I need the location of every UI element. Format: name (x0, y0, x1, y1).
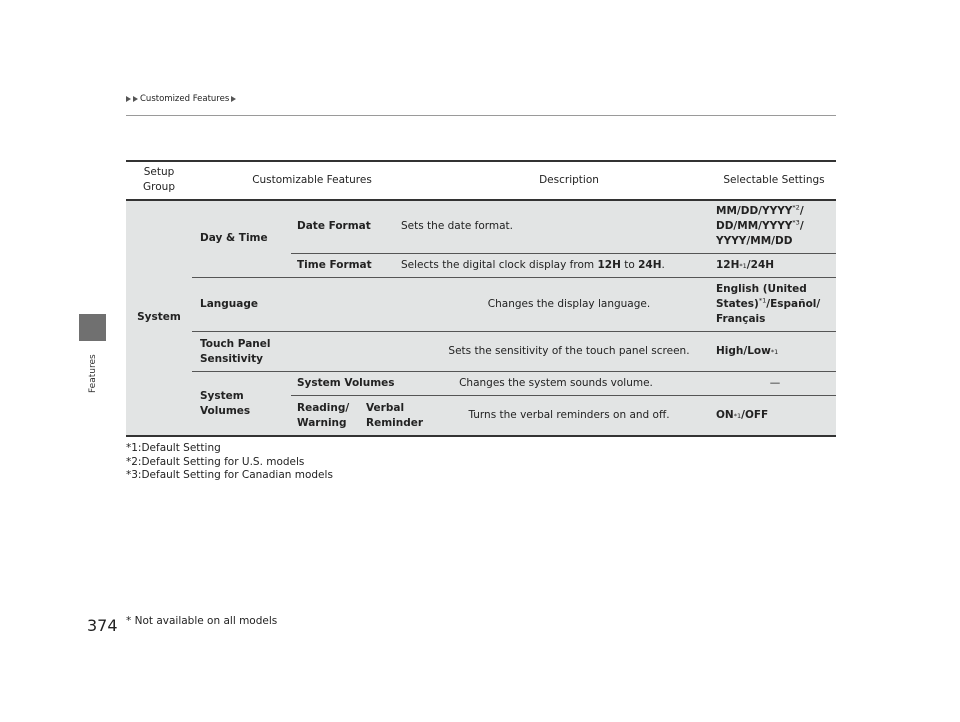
breadcrumb-arrow-icon (126, 96, 131, 102)
feature-system-volumes: System Volumes (200, 389, 251, 417)
time-format-description (401, 254, 711, 277)
option-separator: / (799, 220, 804, 232)
option-separator: / (799, 205, 804, 217)
touch-panel-description: Sets the sensitivity of the touch panel screen. (448, 345, 690, 357)
time-format-settings: 12H *1 / 24H (716, 259, 775, 271)
breadcrumb-arrow-icon (231, 96, 236, 102)
system-volumes-description: Changes the system sounds volume. (459, 377, 653, 389)
touch-option-high: High (716, 345, 744, 357)
language-option-espanol: Español (770, 298, 817, 310)
footnote-marker: *2 (792, 203, 800, 212)
option-separator: / (766, 298, 771, 310)
language-option-francais: Français (716, 313, 766, 325)
description-text: Selects the digital clock display from (401, 259, 598, 271)
note-default-setting: *1:Default Setting (126, 442, 221, 454)
subfeature-system-volumes: System Volumes (297, 377, 395, 389)
subfeature-time-format: Time Format (297, 259, 372, 271)
breadcrumb-arrow-icon (133, 96, 138, 102)
language-option-english: English (United States) (716, 283, 807, 310)
verbal-reminder-description: Turns the verbal reminders on and off. (468, 409, 670, 421)
group-system: System (137, 311, 181, 323)
date-option-ddmmyyyy: DD/MM/YYYY (716, 220, 793, 232)
page-number: 374 (87, 616, 118, 635)
header-customizable-features: Customizable Features (252, 173, 372, 186)
feature-day-time: Day & Time (200, 232, 268, 244)
section-side-label: Features (88, 354, 98, 393)
breadcrumb (126, 94, 236, 104)
header-selectable-settings: Selectable Settings (723, 173, 825, 186)
table-notes (126, 442, 333, 483)
description-bold: 24H (638, 259, 662, 271)
description-text: to (620, 259, 639, 271)
footnote-marker: *3 (792, 218, 800, 227)
subfeature-date-format: Date Format (297, 220, 371, 232)
time-option-12h: 12H (716, 259, 740, 271)
breadcrumb-label[interactable]: Customized Features (140, 94, 230, 104)
date-option-yyyymmdd: YYYY/MM/DD (716, 235, 793, 247)
header-rule (126, 115, 836, 116)
option-separator: / (741, 409, 745, 421)
option-separator: / (816, 298, 821, 310)
page-footnote: * Not available on all models (126, 615, 278, 627)
option-separator: / (746, 259, 751, 271)
date-option-mmddyyyy: MM/DD/YYYY (716, 205, 793, 217)
touch-option-low: Low (747, 345, 771, 357)
note-canadian-models: *3:Default Setting for Canadian models (126, 469, 333, 481)
reminder-option-off: OFF (744, 409, 769, 421)
header-description: Description (539, 173, 599, 186)
table-bottom-rule (126, 435, 836, 437)
touch-panel-settings: High / Low *1 (716, 345, 779, 357)
subfeature-verbal-reminder: Verbal Reminder (366, 401, 424, 429)
reminder-option-on: ON (716, 409, 734, 421)
verbal-reminder-settings: ON *1 / OFF (716, 409, 769, 421)
time-option-24h: 24H (750, 259, 775, 271)
header-setup-group: Setup Group (143, 166, 175, 193)
description-text: . (661, 259, 665, 271)
footnote-marker: *1 (758, 296, 767, 305)
settings-table (126, 160, 836, 436)
language-settings (716, 278, 834, 331)
description-bold: 12H (597, 259, 621, 271)
table-top-rule (126, 160, 836, 162)
date-format-settings (716, 200, 834, 253)
section-tab-marker (79, 314, 106, 341)
feature-language: Language (200, 298, 258, 310)
system-volumes-setting: — (769, 377, 781, 389)
option-separator: / (743, 345, 748, 357)
feature-touch-panel-sensitivity: Touch Panel Sensitivity (200, 337, 271, 365)
language-description: Changes the display language. (487, 298, 651, 310)
note-us-models: *2:Default Setting for U.S. models (126, 455, 305, 468)
subfeature-reading-warning: Reading/ Warning (297, 401, 350, 429)
date-format-description: Sets the date format. (401, 220, 514, 232)
